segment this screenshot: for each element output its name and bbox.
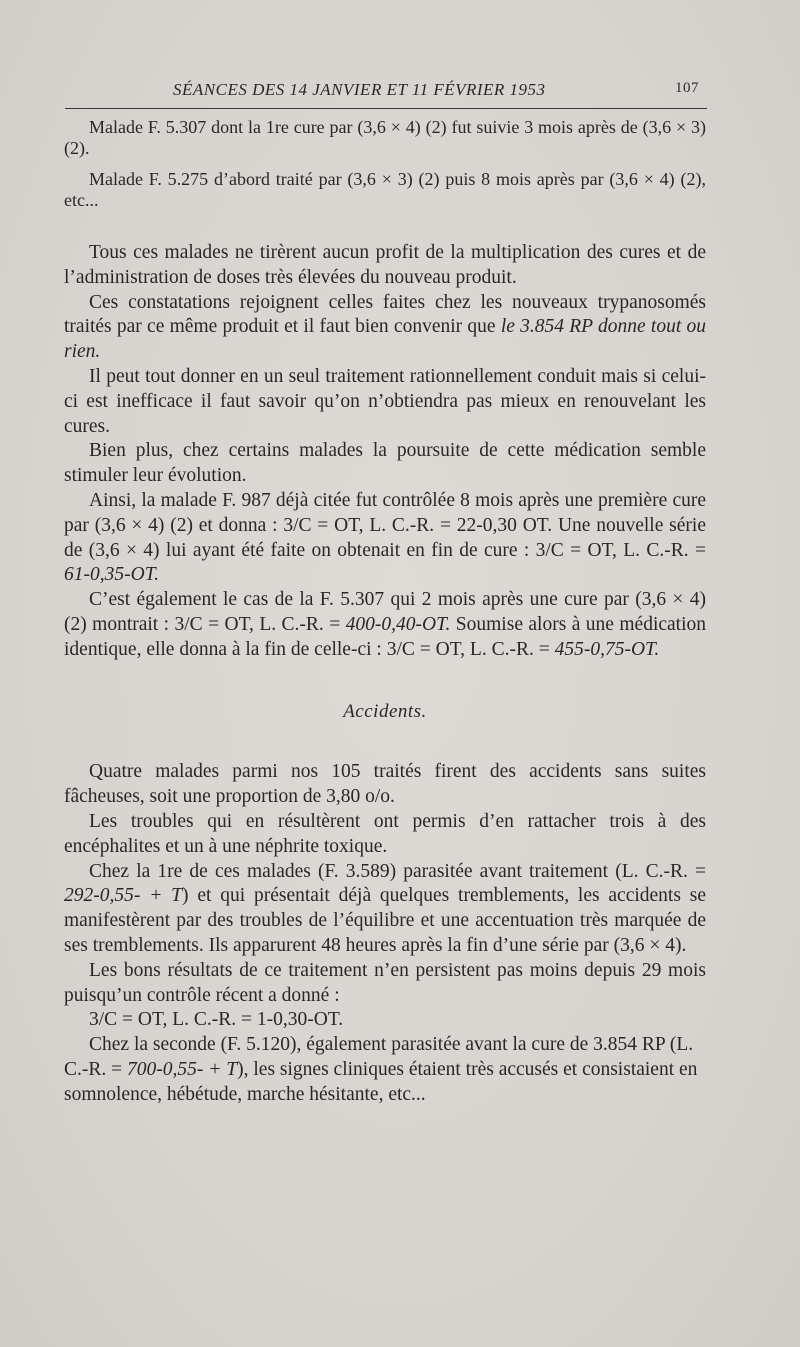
paragraph [64, 860, 706, 959]
paragraph-text: C’est également le cas de la F. 5.307 qui 2 mois après une cure par (3,6 × 4) (2) montrait : 3/C = OT, L. C.-R. = [64, 589, 706, 635]
paragraph: Les troubles qui en résultèrent ont permis d’en rattacher trois à des encéphalites et un à une néphrite toxique. [64, 810, 706, 857]
paragraph-text: Ces constatations rejoignent celles faites chez les nouveaux trypanosomés traités par ce même produit et il faut bien convenir que [64, 291, 706, 338]
lab-result: 455-0,75-OT. [554, 638, 660, 660]
paragraph-text: Chez la seconde (F. 5.120), également parasitée avant la cure de 3.854 RP (L. C.-R. = [64, 1034, 694, 1080]
page-header [65, 74, 705, 104]
header-rule [65, 108, 707, 109]
paragraph: Les bons résultats de ce traitement n’en persistent pas moins depuis 29 mois puisqu’un contrôle récent a donné : [64, 959, 706, 1006]
paragraph-text: Soumise alors à une médication identique, elle donna à la fin de celle-ci : 3/C = OT, L. C.-R. = [64, 613, 707, 660]
lab-result: 292-0,55- + T [64, 885, 183, 907]
emphasis-conclusion: le 3.854 RP donne tout ou rien. [64, 316, 706, 363]
lab-result-line: 3/C = OT, L. C.-R. = 1-0,30-OT. [89, 1009, 344, 1031]
paragraph [64, 1033, 706, 1107]
paragraph: Bien plus, chez certains malades la poursuite de cette médication semble stimuler leur évolution. [64, 440, 706, 487]
paragraph-text: ) et qui présentait déjà quelques tremblements, les accidents se manifestèrent par des troubles de l’équilibre et une accentuation très marquée de ses tremblements. Ils apparurent 48 heures après la fin d’une série par (3,6 × 4). [64, 885, 706, 956]
running-title: SÉANCES DES 14 JANVIER ET 11 FÉVRIER 1953 [173, 80, 546, 99]
paragraph-text: Ainsi, la malade F. 987 déjà citée fut contrôlée 8 mois après une première cure par (3,6 × 4) (2) et donna : 3/C = OT, L. C.-R. = 22-0,30 OT. Une nouvelle série de (3,6 × 4) lui ayant été faite on obtenait en fin de cure : 3/C = OT, L. C.-R. = [64, 489, 706, 561]
paragraph [64, 489, 706, 588]
paragraph-text: ), les signes cliniques étaient très accusés et consistaient en somnolence, hébétude, marche hésitante, etc... [64, 1058, 698, 1105]
lab-result: 700-0,55- + T [127, 1058, 238, 1080]
paragraph: Il peut tout donner en un seul traitement rationnellement conduit mais si celui-ci est inefficace il faut savoir qu’on n’obtiendra pas mieux en renouvelant les cures. [64, 365, 706, 437]
paragraph: Tous ces malades ne tirèrent aucun profit de la multiplication des cures et de l’administration de doses très élevées du nouveau produit. [64, 242, 706, 288]
paragraph [64, 291, 706, 365]
paragraph [64, 588, 706, 662]
lab-result: 400-0,40-OT. [345, 613, 451, 635]
patient-note-2: Malade F. 5.275 d’abord traité par (3,6 × 3) (2) puis 8 mois après par (3,6 × 4) (2), etc... [64, 169, 706, 210]
body-text [64, 117, 706, 1108]
lab-result: 61-0,35-OT. [64, 564, 159, 586]
patient-note-1: Malade F. 5.307 dont la 1re cure par (3,6 × 4) (2) fut suivie 3 mois après de (3,6 × 3) (2). [64, 117, 706, 158]
page-number: 107 [675, 80, 699, 96]
section-heading: Accidents. [343, 700, 427, 722]
paragraph: Quatre malades parmi nos 105 traités firent des accidents sans suites fâcheuses, soit une proportion de 3,80 o/o. [64, 761, 706, 808]
paragraph-text: Chez la 1re de ces malades (F. 3.589) parasitée avant traitement (L. C.-R. = [89, 860, 706, 882]
